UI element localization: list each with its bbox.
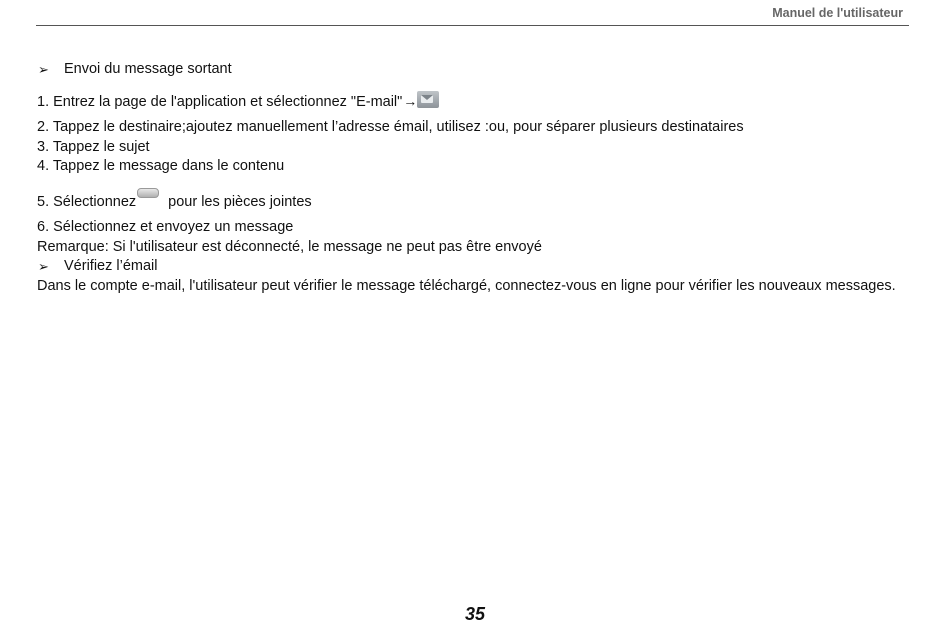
attachment-icon [137, 188, 159, 198]
step-3: 3. Tappez le sujet [37, 138, 150, 155]
bullet-arrow-icon: ➢ [38, 62, 49, 77]
email-app-icon [417, 91, 439, 108]
step-6: 6. Sélectionnez et envoyez un message [37, 219, 294, 235]
page-content [37, 60, 907, 296]
step-1 [37, 91, 907, 113]
step-5 [37, 188, 907, 213]
section-title-check: Vérifiez l’émail [64, 258, 158, 274]
step-4: 4. Tappez le message dans le contenu [37, 158, 285, 174]
header-title: Manuel de l'utilisateur [772, 6, 903, 20]
remark: Remarque: Si l'utilisateur est déconnecté, le message ne peut pas être envoyé [37, 238, 542, 255]
right-arrow-icon: → [403, 92, 418, 109]
step-2: 2. Tappez le destinaire;ajoutez manuellement l’adresse émail, utilisez :ou, pour séparer plusieurs destinataires [37, 119, 744, 135]
step-1-text: 1. Entrez la page de l'application et sélectionnez "E-mail" [37, 93, 403, 110]
section-title-send: Envoi du message sortant [64, 61, 232, 77]
section-heading-check [37, 257, 907, 277]
step-5-text-before: 5. Sélectionnez [37, 193, 137, 210]
step-5-text-after: pour les pièces jointes [168, 193, 312, 210]
page-header [36, 6, 909, 26]
page-number: 35 [464, 604, 486, 624]
check-email-paragraph: Dans le compte e-mail, l'utilisateur peut vérifier le message téléchargé, connectez-vous en ligne pour vérifier les nouveaux messages. [37, 277, 896, 294]
section-heading-send [37, 60, 907, 80]
bullet-arrow-icon: ➢ [38, 259, 49, 274]
